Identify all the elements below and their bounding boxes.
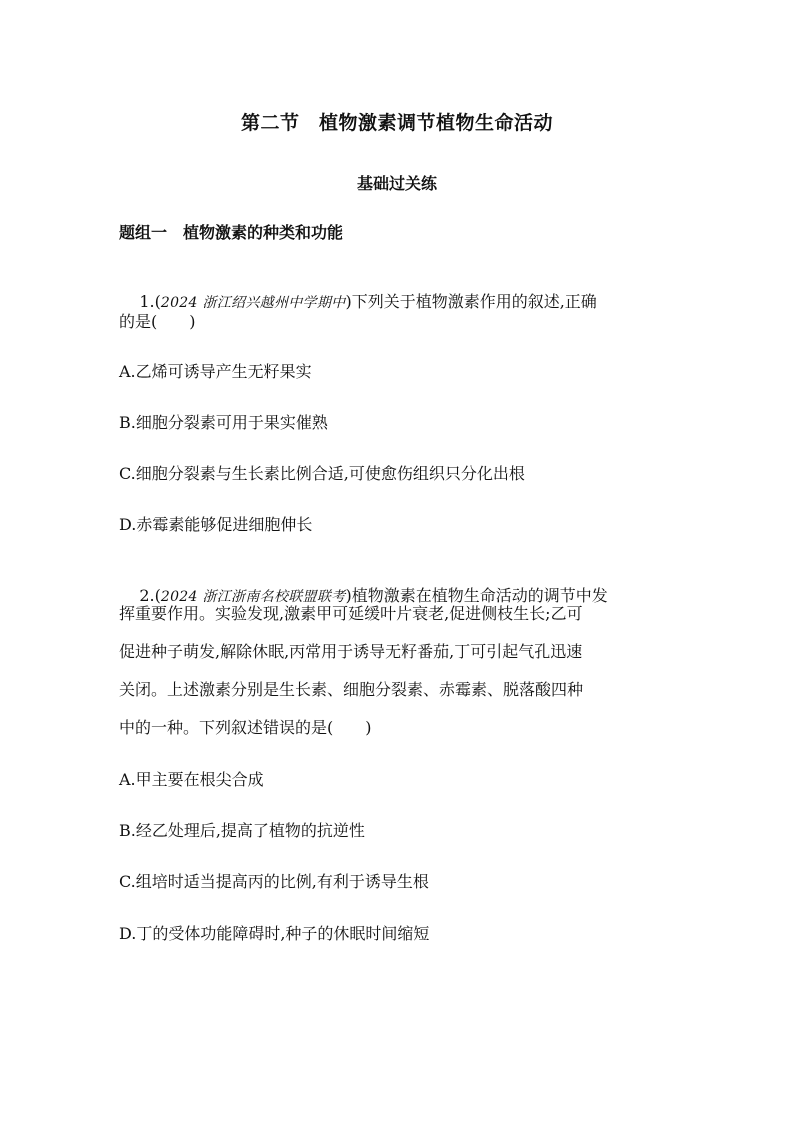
question-1-option-c: C.细胞分裂素与生长素比例合适,可使愈伤组织只分化出根 [119,464,525,483]
question-2-source: 2024 浙江浙南名校联盟联考 [160,589,346,605]
question-2-stem-line-5: 中的一种。下列叙述错误的是( ) [119,718,372,737]
question-2-stem-line-4: 关闭。上述激素分别是生长素、细胞分裂素、赤霉素、脱落酸四种 [119,680,584,699]
question-2-option-b: B.经乙处理后,提高了植物的抗逆性 [119,821,365,840]
question-group-heading: 题组一 植物激素的种类和功能 [119,223,344,242]
section-title: 第二节 植物激素调节植物生命活动 [240,112,553,134]
question-2-number: 2.( [139,586,161,605]
question-1-stem-text: )下列关于植物激素作用的叙述,正确 [345,292,597,311]
question-1-stem-line-2: 的是( ) [119,312,196,331]
question-1-option-d: D.赤霉素能够促进细胞伸长 [119,515,313,534]
question-2-option-a: A.甲主要在根尖合成 [119,770,264,789]
question-1-option-a: A.乙烯可诱导产生无籽果实 [119,362,312,381]
question-2-stem-line-3: 促进种子萌发,解除休眠,丙常用于诱导无籽番茄,丁可引起气孔迅速 [119,642,583,661]
question-1-source: 2024 浙江绍兴越州中学期中 [160,295,346,311]
question-2-option-d: D.丁的受体功能障碍时,种子的休眠时间缩短 [119,924,430,943]
exercise-subtitle: 基础过关练 [356,174,437,193]
question-2-option-c: C.组培时适当提高丙的比例,有利于诱导生根 [119,872,429,891]
question-1-option-b: B.细胞分裂素可用于果实催熟 [119,413,328,432]
question-2-stem-text: )植物激素在植物生命活动的调节中发 [345,586,608,605]
question-1-number: 1.( [139,292,161,311]
question-2-stem-line-2: 挥重要作用。实验发现,激素甲可延缓叶片衰老,促进侧枝生长;乙可 [119,604,583,623]
